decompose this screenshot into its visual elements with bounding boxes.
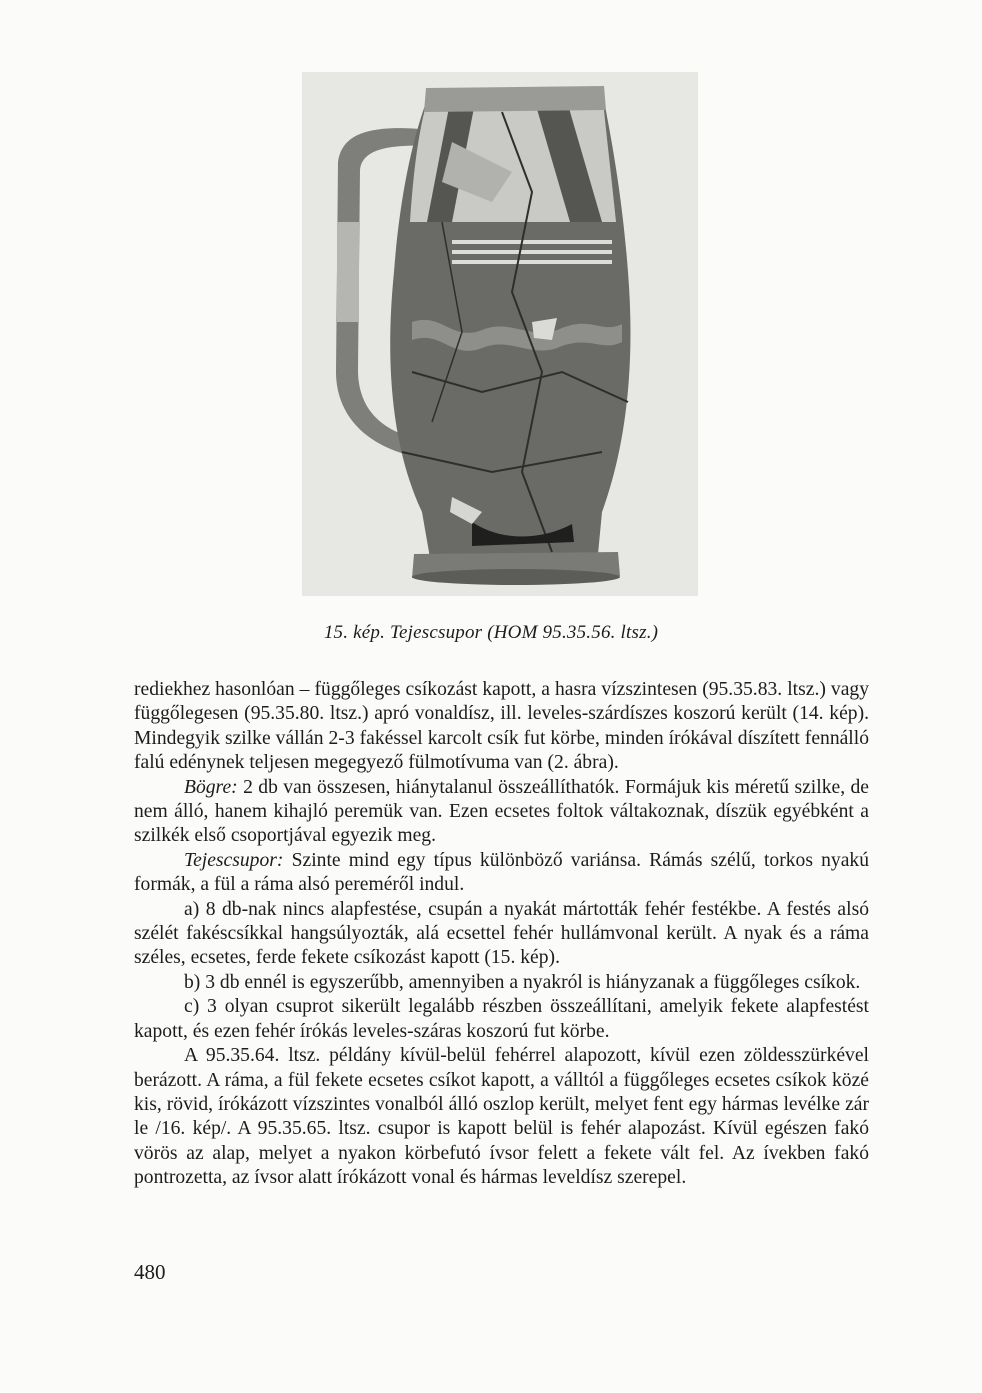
paragraph-text: 2 db van összesen, hiánytalanul összeállíthatók. Formájuk kis méretű szilke, de nem álló, hanem kihajló peremük van. Ezen ecsetes foltok váltakoznak, díszük egyébként a szilkék első csoportjával egyezik meg. — [134, 776, 869, 847]
paragraph — [134, 898, 869, 971]
paragraph-text: rediekhez hasonlóan – függőleges csíkozást kapott, a hasra vízszintesen (95.35.83. ltsz.) vagy függőlegesen (95.35.80. ltsz.) apró vonaldísz, ill. leveles-szárdíszes koszorú került (14. kép). Mindegyik szilke vállán 2-3 fakéssel karcolt csík fut körbe, minden írókával díszített fennálló falú edénynek teljesen megegyező fülmotívuma van (2. ábra). — [134, 679, 869, 774]
paragraph — [134, 678, 869, 776]
paragraph-text: b) 3 db ennél is egyszerűbb, amennyiben a nyakról is hiányzanak a függőleges csíkok. — [184, 971, 861, 993]
paragraph — [134, 849, 869, 898]
paragraph — [134, 1044, 869, 1190]
paragraph-text: c) 3 olyan csuprot sikerült legalább részben összeállítani, amelyik fekete alapfestést kapott, és ezen fehér írókás leveles-száras koszorú fut körbe. — [134, 996, 869, 1042]
paragraph — [134, 776, 869, 849]
lead-term: Bögre: — [184, 776, 238, 798]
paragraph-text: a) 8 db-nak nincs alapfestése, csupán a nyakát mártották fehér festékbe. A festés alsó szélét fakéscsíkkal hangsúlyozták, alá ecsettel fehér hullámvonal került. A nyak és a ráma széles, ecsetes, ferde fekete csíkozást kapott (15. kép). — [134, 898, 869, 969]
paragraph — [134, 971, 869, 995]
paragraph-text: A 95.35.64. ltsz. példány kívül-belül fehérrel alapozott, kívül ezen zöldesszürkével berázott. A ráma, a fül fekete ecsetes csíkot kapott, a válltól a függőleges ecsetes csíkok közé kis, rövid, írókázott vízszintes vonalból álló oszlop került, melyet fent egy hármas levélke zár le /16. kép/. A 95.35.65. ltsz. csupor is kapott belül is fehér alapozást. Kívül egészen fakó vörös az alap, melyet a nyakon körbefutó ívsor felett a fekete vált fel. Az ívekben fakó pontrozetta, az ívsor alatt írókázott vonal és hármas leveldísz szerepel. — [134, 1045, 869, 1189]
paragraph — [134, 995, 869, 1044]
paragraph-text: Szinte mind egy típus különböző variánsa. Rámás szélű, torkos nyakú formák, a fül a ráma alsó pereméről indul. — [134, 849, 869, 896]
jug-photo — [302, 72, 698, 596]
lead-term: Tejescsupor: — [184, 849, 284, 871]
page-number: 480 — [134, 1260, 166, 1284]
jug-photo-icon — [302, 72, 698, 596]
figure-caption: 15. kép. Tejescsupor (HOM 95.35.56. ltsz.) — [323, 622, 659, 643]
body-text — [134, 678, 869, 1191]
